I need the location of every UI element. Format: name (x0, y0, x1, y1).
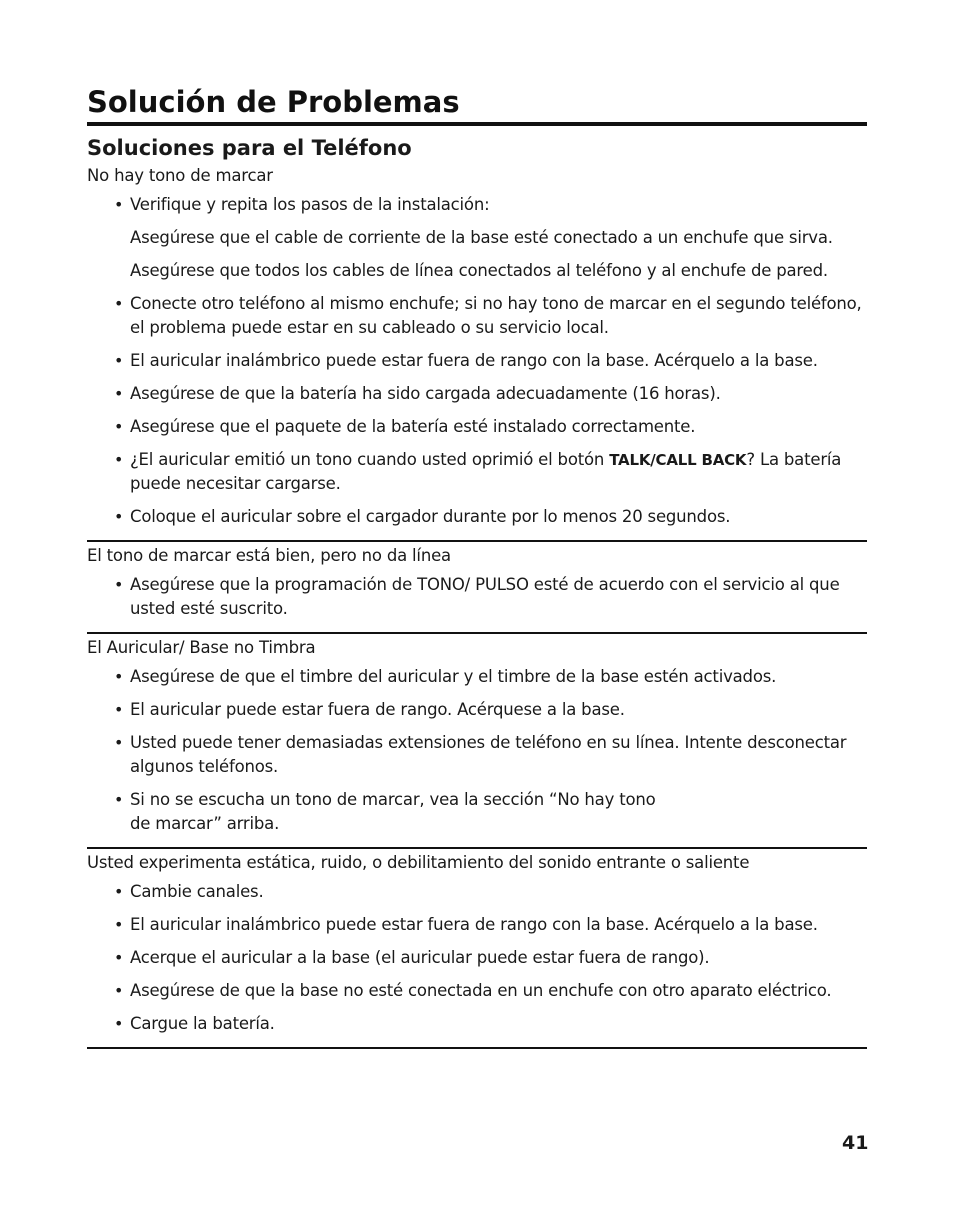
list-item: • Cambie canales. (87, 880, 867, 904)
bullet-icon: • (114, 294, 124, 313)
bullet-icon: • (114, 575, 124, 594)
bullet-icon: • (114, 351, 124, 370)
bullet-icon: • (114, 384, 124, 403)
list-item: • El auricular puede estar fuera de rango. Acérquese a la base. (87, 698, 867, 722)
list-item: • Coloque el auricular sobre el cargador durante por lo menos 20 segundos. (87, 505, 867, 529)
list-item: • El auricular inalámbrico puede estar fuera de rango con la base. Acérquelo a la base. (87, 349, 867, 373)
section-dial-tone-no-line (87, 545, 867, 634)
list-item: • Verifique y repita los pasos de la instalación: (87, 193, 867, 217)
bullet-icon: • (114, 948, 124, 967)
page-title: Solución de Problemas (87, 84, 867, 126)
page-number: 41 (842, 1132, 869, 1154)
list-item: • Asegúrese que el paquete de la batería esté instalado correctamente. (87, 415, 867, 439)
list-item: • ¿El auricular emitió un tono cuando usted oprimió el botón TALK/CALL BACK? La batería puede necesitar cargarse. (114, 450, 842, 493)
solution-list (87, 665, 867, 836)
solution-list (87, 573, 867, 621)
list-item: • Asegúrese de que la base no esté conectada en un enchufe con otro aparato eléctrico. (87, 979, 867, 1003)
bullet-icon: • (114, 981, 124, 1000)
bullet-icon: • (114, 450, 124, 469)
list-item: • Si no se escucha un tono de marcar, vea la sección “No hay tono de marcar” arriba. (114, 790, 656, 833)
list-item: • Conecte otro teléfono al mismo enchufe; si no hay tono de marcar en el segundo teléfono, el problema puede estar en su cableado o su servicio local. (114, 294, 862, 337)
solution-list (87, 193, 867, 217)
talk-call-back-key-label: TALK/CALL BACK (609, 451, 747, 469)
list-item: • Cargue la batería. (87, 1012, 867, 1036)
page-content (87, 84, 867, 1049)
condition-heading: El tono de marcar está bien, pero no da línea (87, 546, 451, 565)
section-no-ring (87, 637, 867, 849)
section-no-dial-tone (87, 165, 867, 542)
list-item: • Acerque el auricular a la base (el auricular puede estar fuera de rango). (87, 946, 867, 970)
list-item: • El auricular inalámbrico puede estar fuera de rango con la base. Acérquelo a la base. (87, 913, 867, 937)
sub-item: Asegúrese que todos los cables de línea conectados al teléfono y al enchufe de pared. (130, 261, 828, 280)
section-static-noise (87, 852, 867, 1049)
list-item: • Asegúrese que la programación de TONO/ PULSO esté de acuerdo con el servicio al que usted esté suscrito. (114, 575, 840, 618)
sub-item: Asegúrese que el cable de corriente de la base esté conectado a un enchufe que sirva. (130, 228, 833, 247)
bullet-icon: • (114, 790, 124, 809)
solution-list (87, 880, 867, 1036)
bullet-icon: • (114, 700, 124, 719)
condition-heading: Usted experimenta estática, ruido, o debilitamiento del sonido entrante o saliente (87, 853, 750, 872)
list-item: • Asegúrese de que la batería ha sido cargada adecuadamente (16 horas). (87, 382, 867, 406)
section-subtitle: Soluciones para el Teléfono (87, 136, 412, 160)
bullet-icon: • (114, 1014, 124, 1033)
list-item: • Asegúrese de que el timbre del auricular y el timbre de la base estén activados. (87, 665, 867, 689)
bullet-icon: • (114, 915, 124, 934)
bullet-icon: • (114, 733, 124, 752)
condition-heading: El Auricular/ Base no Timbra (87, 638, 316, 657)
list-item: • Usted puede tener demasiadas extensiones de teléfono en su línea. Intente desconectar algunos teléfonos. (114, 733, 847, 776)
bullet-icon: • (114, 667, 124, 686)
bullet-icon: • (114, 195, 124, 214)
bullet-icon: • (114, 882, 124, 901)
solution-list (87, 292, 867, 529)
bullet-icon: • (114, 417, 124, 436)
condition-heading: No hay tono de marcar (87, 166, 273, 185)
bullet-icon: • (114, 507, 124, 526)
